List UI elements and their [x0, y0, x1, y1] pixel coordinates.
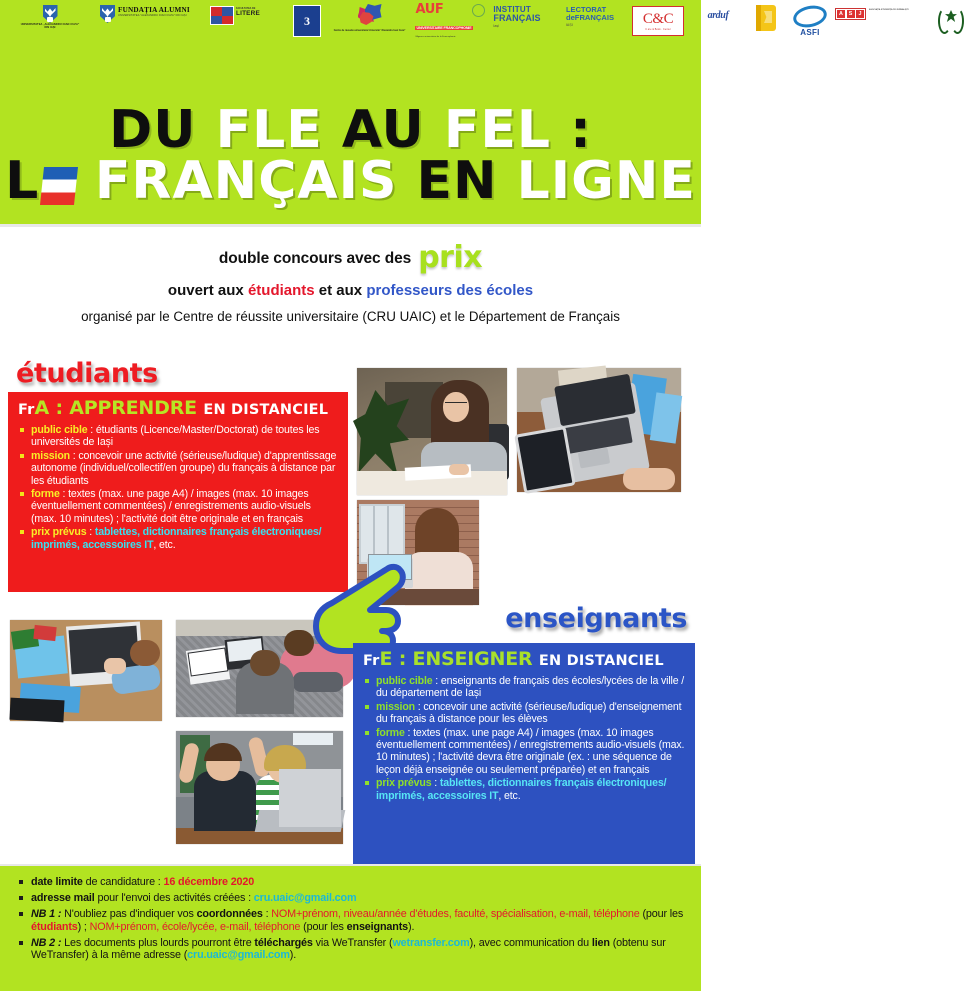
students-text-2: textes (max. une page A4) / images (max. 10 images éventuellement commentées) / enregistrements audio-visuels (max. 10 minutes) ; l'activité doit être originale et en français — [31, 487, 311, 525]
footer-part: de candidature : — [82, 876, 164, 888]
logo-csc-name: C&C — [642, 10, 674, 27]
logo-asj — [835, 0, 927, 50]
logo-institut-francais — [481, 0, 553, 50]
logo-facultatea-litere — [210, 0, 282, 50]
footer-part: ) ; — [77, 920, 90, 933]
logo-wreath — [927, 0, 975, 50]
title-word-fel: FEL — [443, 100, 552, 160]
students-sep-3: : — [86, 526, 95, 539]
logo-centre-caption: Centre de réussite universitaire Université "Alexandru Ioan Cuza" — [333, 30, 406, 32]
list-item — [365, 777, 686, 802]
uaic-crest-icon — [43, 5, 58, 23]
footer-part: (obtenu sur WeTransfer) à la même adresse ( — [31, 936, 666, 962]
title-word-au: AU — [341, 100, 425, 160]
students-prizes: tablettes, dictionnaires français électroniques/ imprimés, accessoires IT — [31, 526, 322, 551]
footer-part: (pour les — [639, 908, 684, 921]
footer-item-nb1 — [18, 908, 690, 933]
title-letter-e-flag-icon — [39, 157, 76, 206]
footer-part: ). — [408, 920, 415, 933]
students-text-3: , etc. — [153, 538, 176, 551]
list-item — [365, 675, 686, 700]
students-sep-2: : — [59, 487, 69, 500]
title-word-du: DU — [109, 100, 197, 160]
photo-kids-excited-laptop — [176, 731, 343, 844]
teachers-text-1: concevoir une activité (sérieuse/ludique) d'enseignement du français à distance pour les élèves — [376, 700, 682, 726]
footer-part: coordonnées — [196, 908, 263, 921]
teachers-label-2: forme — [376, 726, 405, 739]
students-panel-header — [8, 392, 348, 419]
teachers-sep-1: : — [414, 700, 424, 713]
logo-uaic-caption: UNIVERSITATEA „ALEXANDRU IOAN CUZA" DIN IAȘI — [20, 23, 80, 30]
logo-lectorat-line1: LECTORAT — [565, 5, 607, 14]
footer-part: NB 1 : — [31, 908, 62, 921]
footer-part: Les documents plus lourds pourront être — [61, 936, 255, 949]
logo-centre-reussite — [332, 0, 407, 50]
logo-lectorat-francais — [553, 0, 627, 50]
title-word-fle: FLE — [215, 100, 323, 160]
footer-part[interactable]: wetransfer.com — [392, 936, 470, 949]
footer-notes — [18, 876, 690, 966]
logo-alumni-name: FUNDAȚIA ALUMNI — [118, 6, 190, 14]
photo-laptop-books-topview — [517, 368, 681, 492]
partner-logos — [0, 0, 909, 50]
title-word-ligne: LIGNE — [516, 151, 696, 212]
litere-heraldic-icon — [210, 6, 234, 25]
students-heading: étudiants — [16, 358, 158, 389]
teachers-head-tail: EN DISTANCIEL — [538, 653, 664, 669]
footer-item-email[interactable] — [18, 892, 690, 905]
teachers-text-2: textes (max. une page A4) / images (max. 10 images éventuellement commentées) / enregistrements audio-visuels (max. 10 minutes) ; l'activité devra être originale (ex. : une séquence de leçon déjà enseignée ou seulement préparée) et en français — [376, 726, 685, 776]
teachers-list — [353, 675, 695, 802]
logo-if-line2: FRANÇAIS — [493, 13, 541, 24]
logo-asfi-name: ASFI — [800, 28, 820, 37]
photo-desk-laptop-notebooks — [10, 620, 162, 721]
students-label-2: forme — [31, 487, 60, 500]
logo-band — [0, 0, 909, 50]
footer-item-nb2[interactable] — [18, 937, 690, 962]
footer-part: : — [262, 908, 272, 921]
subtitle-block — [0, 236, 701, 324]
teachers-label-0: public cible — [376, 674, 433, 687]
logo-auf-sub: UNIVERSITAIRE FRANCOPHONIE — [416, 26, 472, 30]
subtitle-and: et aux — [314, 282, 367, 299]
logo-asj-sub: ASOCIAȚIA STUDENȚILOR JURNALIȘTI — [869, 9, 909, 11]
logo-book — [747, 0, 785, 50]
photo-woman-writing-desk — [357, 368, 507, 495]
footer-part: adresse mail — [31, 892, 95, 905]
title-line-1 — [0, 100, 701, 160]
logo-auf — [407, 0, 481, 50]
students-text-1: concevoir une activité (sérieuse/ludique) d'apprentissage autonome (individuel/collectif/en groupe) du français à distance par les étudiants — [31, 449, 337, 487]
footer-part: NOM+prénom, niveau/année d'études, faculté, spécialisation, e-mail, téléphone — [271, 908, 640, 921]
teachers-head-highlight: E : ENSEIGNER — [379, 648, 533, 670]
subtitle-line1-text: double concours avec des — [218, 250, 412, 267]
footer-part: NB 2 : — [31, 936, 62, 949]
title-band-edge — [0, 224, 701, 227]
cru-mark: 3 — [304, 13, 310, 28]
teachers-text-3: , etc. — [498, 789, 521, 802]
list-item — [20, 424, 339, 449]
footer-list — [18, 876, 690, 962]
students-sep-0: : — [87, 423, 96, 436]
footer-item-deadline — [18, 876, 690, 889]
logo-if-line1: INSTITUT — [493, 5, 531, 14]
title-word-en: EN — [416, 151, 498, 212]
teachers-sep-2: : — [404, 726, 414, 739]
teachers-panel-header — [353, 643, 695, 670]
logo-arduf — [689, 0, 747, 50]
footer-part[interactable]: cru.uaic@gmail.com — [187, 949, 290, 962]
teachers-text-0: enseignants de français des écoles/lycées de la ville / du département de Iași — [376, 674, 685, 700]
footer-part[interactable]: cru.uaic@gmail.com — [253, 892, 357, 905]
subtitle-line-2 — [0, 282, 701, 299]
students-list — [8, 424, 348, 551]
footer-part: ), avec communication du — [469, 936, 592, 949]
teachers-label-1: mission — [376, 700, 415, 713]
footer-part: 16 décembre 2020 — [163, 876, 255, 888]
students-sep-1: : — [69, 449, 79, 462]
subtitle-open-to: ouvert aux — [167, 282, 248, 299]
students-label-0: public cible — [31, 423, 88, 436]
logo-lectorat-city: IAȘI — [565, 22, 573, 27]
logo-c-and-c — [627, 0, 689, 50]
logo-auf-name: AUF — [415, 2, 444, 17]
list-item — [365, 727, 686, 777]
list-item — [20, 488, 339, 525]
wreath-icon — [938, 5, 964, 33]
students-head-tail: EN DISTANCIEL — [203, 402, 329, 418]
students-label-3: prix prévus — [31, 526, 87, 539]
logo-auf-note: l'Agence universitaire de la Francophonie — [415, 36, 456, 38]
title-colon: : — [570, 100, 592, 160]
title-band — [0, 50, 701, 224]
footer-part: ). — [289, 949, 297, 962]
cru-box-icon — [293, 5, 321, 37]
students-head-highlight: A : APPRENDRE — [34, 397, 197, 419]
teachers-label-3: prix prévus — [376, 777, 432, 790]
logo-csc-sub: C are & Book ‧ Center — [645, 27, 671, 31]
footer-part: étudiants — [31, 920, 78, 933]
footer-part: date limite — [31, 876, 83, 888]
logo-arduf-name: arduf — [707, 10, 729, 21]
footer-part: (pour les — [300, 920, 347, 933]
students-panel — [8, 392, 348, 592]
footer-part: NOM+prénom, école/lycée, e-mail, téléphone — [89, 920, 301, 933]
title-line-2 — [0, 151, 701, 212]
students-head-fr: Fr — [18, 402, 35, 418]
teachers-sep-0: : — [432, 674, 441, 687]
page-title — [0, 100, 701, 212]
alumni-crest-icon — [100, 5, 115, 23]
students-label-1: mission — [31, 449, 70, 462]
list-item — [20, 450, 339, 487]
logo-asfi — [785, 0, 835, 50]
teachers-panel — [353, 643, 695, 865]
asfi-ring-icon — [791, 3, 829, 31]
logo-cru-uaic — [282, 0, 332, 50]
footer-part: via WeTransfer ( — [312, 936, 393, 949]
footer-part: pour l'envoi des activités créées : — [94, 892, 254, 905]
logo-litere-name: LITERE — [236, 10, 260, 17]
subtitle-line-1 — [0, 236, 701, 275]
footer-part: téléchargés — [254, 936, 313, 949]
footer-part: enseignants — [346, 920, 409, 933]
csc-box-icon — [632, 6, 684, 36]
book-icon — [756, 5, 776, 31]
subtitle-teachers: professeurs des écoles — [366, 282, 534, 299]
logo-fundatia-alumni — [100, 0, 210, 50]
subtitle-students: étudiants — [247, 282, 315, 299]
teachers-head-fr: Fr — [363, 653, 380, 669]
title-letter-l: L — [5, 151, 40, 212]
logo-if-city: Iași — [493, 24, 499, 29]
logo-lectorat-line2: deFRANÇAIS — [565, 12, 615, 22]
list-item — [365, 701, 686, 726]
logo-uaic — [0, 0, 100, 50]
teachers-heading: enseignants — [505, 603, 687, 634]
subtitle-prix: prix — [418, 240, 483, 275]
teachers-prizes: tablettes, dictionnaires français électroniques/ imprimés, accessoires IT — [376, 777, 667, 802]
asj-letters-icon: A S J — [835, 8, 866, 20]
logo-litere-small: FACULTATEA DE — [236, 7, 256, 10]
footer-part: lien — [591, 936, 610, 949]
students-text-0: étudiants (Licence/Master/Doctorat) de toutes les universités de Iași — [31, 423, 320, 449]
subtitle-line-3: organisé par le Centre de réussite universitaire (CRU UAIC) et le Département de Français — [81, 309, 620, 324]
teachers-sep-3: : — [431, 777, 440, 790]
logo-alumni-sub: UNIVERSITATEA "ALEXANDRU IOAN CUZA" DIN IAȘI — [118, 14, 187, 17]
centre-splat-icon — [356, 4, 384, 28]
title-word-francais: FRANÇAIS — [94, 151, 398, 212]
footer-part: N'oubliez pas d'indiquer vos — [61, 908, 197, 921]
list-item — [20, 526, 339, 551]
